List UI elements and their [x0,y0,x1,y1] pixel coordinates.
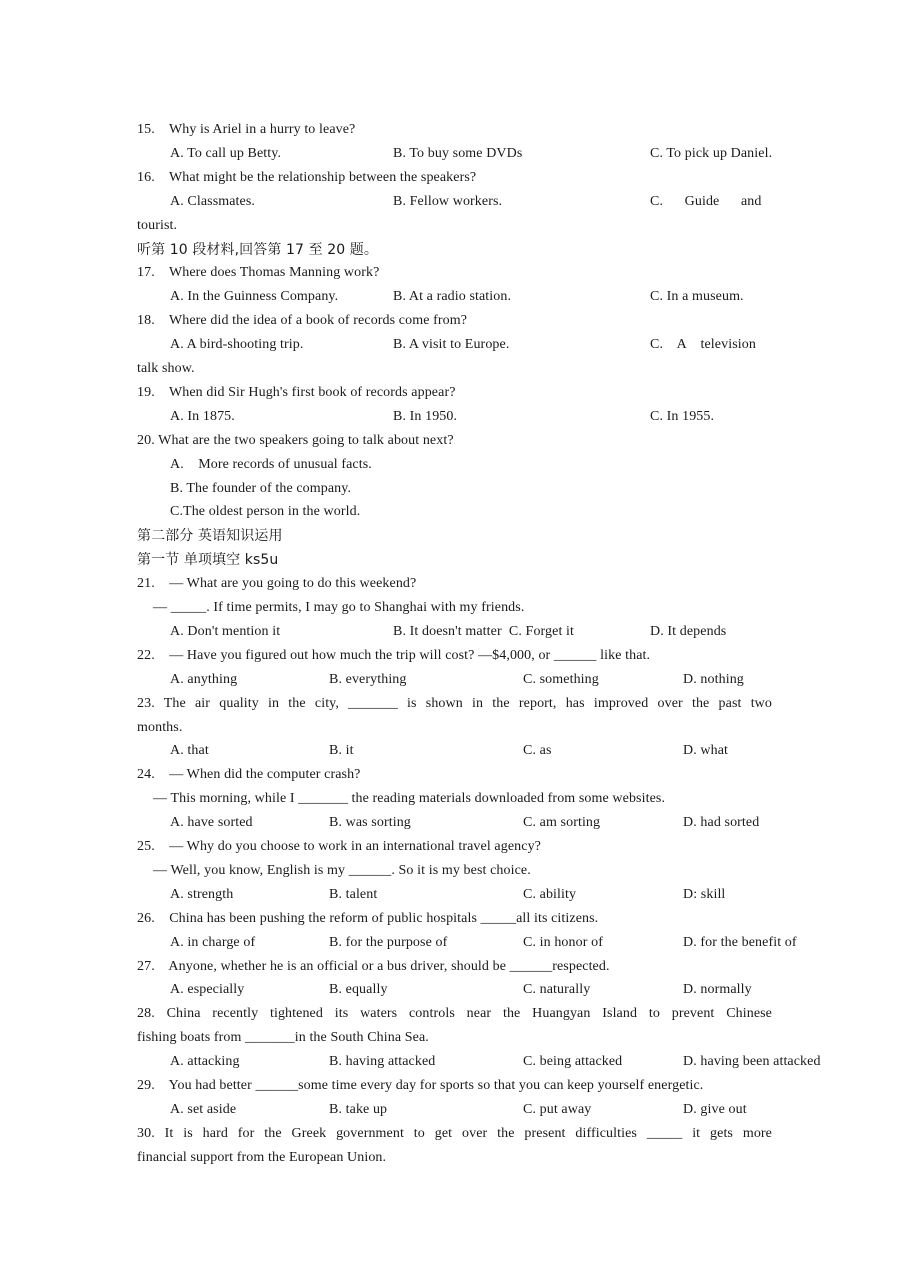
question-text: 29. You had better ______some time every day for sports so that you can keep yourself energetic. [137,1078,704,1093]
options [137,739,772,763]
options [137,811,772,835]
question-text: fishing boats from _______in the South China Sea. [137,1030,429,1046]
answer-option: C. am sorting [523,815,601,831]
options [137,978,772,1002]
option-row [137,1050,821,1074]
dialogue-reply: — Well, you know, English is my ______. So it is my best choice. [153,862,531,878]
answer-option: A. To call up Betty. [170,145,282,161]
options [137,1098,772,1122]
section-heading: 听第 10 段材料,回答第 17 至 20 题。 [137,241,378,258]
question-text: 22. — Have you figured out how much the trip will cost? —$4,000, or ______ like that. [137,647,651,663]
answer-option: D: skill [683,886,726,902]
options [137,285,772,309]
question-text: 17. Where does Thomas Manning work? [137,265,380,281]
option-row [137,620,772,644]
option-row [137,142,772,166]
option-row [137,668,772,692]
answer-option: B. it [329,743,354,759]
options [137,333,772,357]
options [137,668,772,692]
options [137,1050,821,1074]
answer-option: C.The oldest person in the world. [170,504,361,520]
answer-option: A. especially [170,982,245,998]
answer-option: B. To buy some DVDs [393,145,523,161]
answer-option: B. Fellow workers. [393,193,503,209]
option-row [137,739,772,763]
question-text: 18. Where did the idea of a book of records come from? [137,313,468,329]
option-row [137,285,772,309]
answer-option: D. normally [683,982,752,998]
options [137,405,772,429]
dialogue-reply: — This morning, while I _______ the reading materials downloaded from some websites. [153,791,666,807]
question-text: 16. What might be the relationship between the speakers? [137,169,477,185]
answer-option: A. have sorted [170,815,253,831]
question-text: 24. — When did the computer crash? [137,767,361,783]
answer-option: A. A bird-shooting trip. [170,337,304,353]
options [137,142,772,166]
option-row [137,405,772,429]
option-row [137,811,772,835]
question-text: tourist. [137,217,178,233]
answer-option: A. Classmates. [170,193,256,209]
options [137,620,772,644]
answer-option: C. Guide and [650,193,762,209]
answer-option: A. In the Guinness Company. [170,289,339,305]
question-text: financial support from the European Union. [137,1149,387,1165]
answer-option: B. At a radio station. [393,289,512,305]
answer-option: C. In a museum. [650,289,744,305]
answer-option: A. that [170,743,209,759]
question-text: 19. When did Sir Hugh's first book of records appear? [137,384,456,400]
answer-option: B. was sorting [329,815,411,831]
question-text: 26. China has been pushing the reform of public hospitals _____all its citizens. [137,910,599,926]
answer-option: A. anything [170,671,238,687]
answer-option: D. having been attacked [683,1054,821,1070]
option-row [137,883,772,907]
question-text: months. [137,719,183,735]
answer-option: A. attacking [170,1054,240,1070]
option-row [137,931,797,955]
option-row [137,978,772,1002]
question-text: 21. — What are you going to do this weekend? [137,576,417,592]
dialogue-reply: — _____. If time permits, I may go to Shanghai with my friends. [153,600,525,615]
answer-option: C. something [523,671,599,687]
options [137,190,772,214]
answer-option: B. take up [329,1101,388,1117]
question-text: talk show. [137,361,195,376]
answer-option: A. Don't mention it [170,623,281,639]
answer-option: C. as [523,743,552,759]
options [137,883,772,907]
answer-option: B. for the purpose of [329,934,448,950]
answer-option: B. It doesn't matter C. Forget it [393,623,575,639]
answer-option: B. having attacked [329,1054,436,1070]
answer-option: C. A television [650,337,756,353]
question-text: 23. The air quality in the city, _______ is shown in the report, has improved over the past two [137,695,772,711]
answer-option: C. in honor of [523,934,603,950]
option-row [137,1098,772,1122]
answer-option: B. The founder of the company. [170,480,352,496]
answer-option: C. put away [523,1101,592,1117]
option-row [137,190,772,214]
answer-option: A. in charge of [170,934,256,950]
answer-option: D. what [683,743,729,759]
answer-option: B. equally [329,982,388,998]
answer-option: B. talent [329,886,378,902]
answer-option: C. naturally [523,982,591,998]
answer-option: C. In 1955. [650,408,715,424]
answer-option: D. give out [683,1101,747,1117]
answer-option: C. being attacked [523,1054,623,1070]
answer-option: C. To pick up Daniel. [650,145,773,161]
answer-option: A. strength [170,886,234,902]
answer-option: C. ability [523,886,577,902]
answer-option: B. everything [329,671,407,687]
question-text: 28. China recently tightened its waters controls near the Huangyan Island to prevent Chinese [137,1006,772,1022]
answer-option: A. set aside [170,1101,237,1117]
section-heading: 第一节 单项填空 ks5u [137,552,279,569]
question-text: 15. Why is Ariel in a hurry to leave? [137,122,356,137]
answer-option: A. In 1875. [170,408,235,424]
answer-option: D. nothing [683,671,744,687]
answer-option: B. In 1950. [393,408,458,424]
answer-option: A. More records of unusual facts. [170,456,372,472]
answer-option: D. had sorted [683,815,760,831]
question-text: 25. — Why do you choose to work in an international travel agency? [137,839,541,854]
answer-option: D. for the benefit of [683,934,797,950]
answer-option: B. A visit to Europe. [393,337,510,353]
option-row [137,333,772,357]
question-text: 30. It is hard for the Greek government to get over the present difficulties _____ it gets more [137,1125,772,1141]
section-heading: 第二部分 英语知识运用 [137,528,283,545]
options [137,931,797,955]
question-text: 27. Anyone, whether he is an official or a bus driver, should be ______respected. [137,958,610,974]
question-text: 20. What are the two speakers going to talk about next? [137,432,454,448]
answer-option: D. It depends [650,623,727,639]
